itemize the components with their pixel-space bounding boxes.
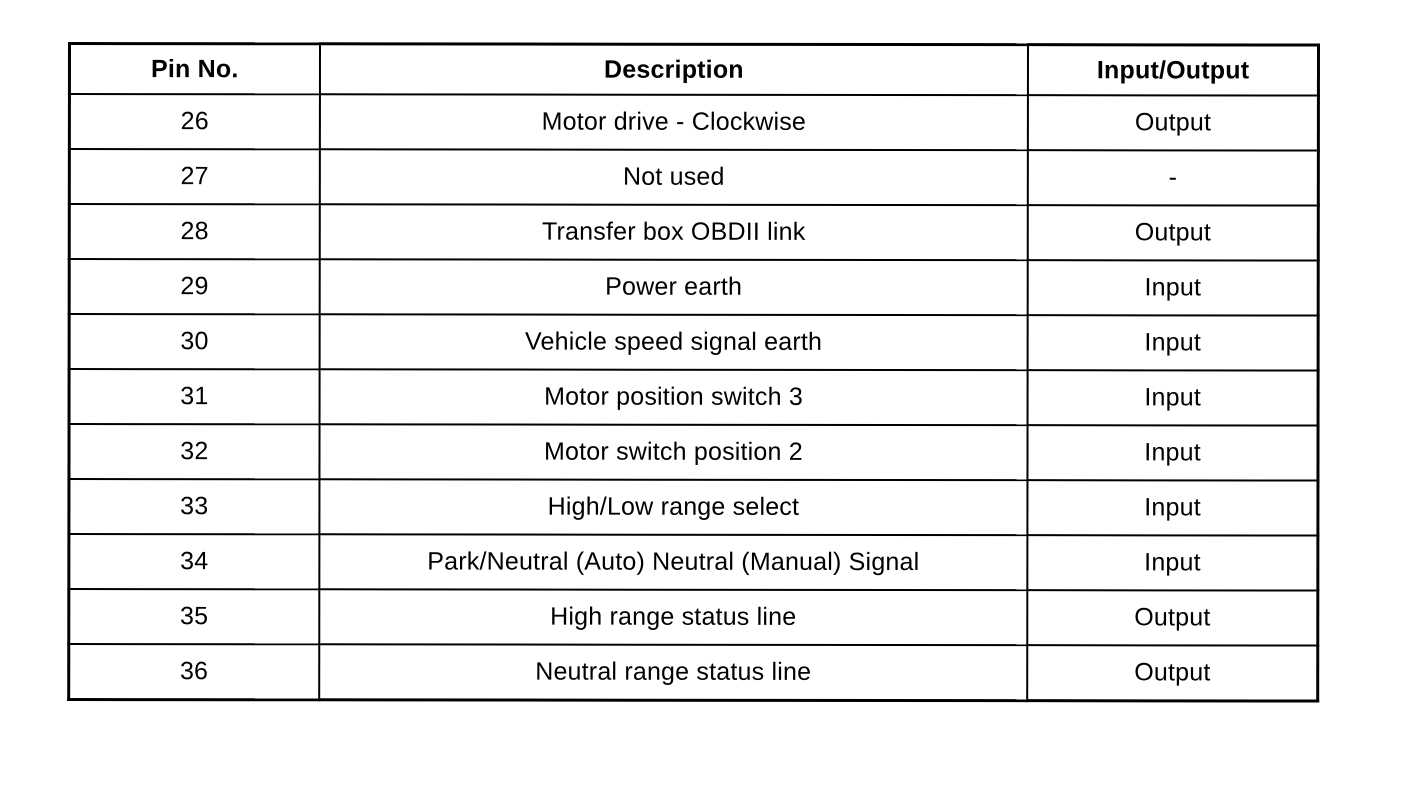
- description-cell: [319, 259, 1028, 315]
- header-io-label: Input/Output: [1096, 55, 1250, 84]
- pin-cell: [69, 644, 319, 700]
- table-row: [69, 149, 1318, 206]
- pin-cell: [69, 534, 319, 589]
- table-row: [69, 589, 1318, 646]
- io-cell: [1028, 260, 1318, 315]
- pin-description: High range status line: [550, 602, 797, 631]
- pin-table: [67, 42, 1320, 703]
- description-cell: [319, 314, 1028, 370]
- table-row: [69, 369, 1318, 426]
- pin-io: Input: [1144, 273, 1202, 302]
- pin-number: 31: [180, 382, 209, 411]
- pin-description: Power earth: [605, 272, 743, 301]
- pin-io: Output: [1134, 603, 1211, 632]
- pin-number: 29: [180, 272, 209, 301]
- pin-number: 35: [180, 602, 209, 631]
- table-row: [69, 424, 1318, 481]
- table-row: [69, 259, 1318, 316]
- pin-io: Output: [1134, 218, 1212, 247]
- table-row: [69, 94, 1318, 151]
- pin-description: Motor position switch 3: [544, 382, 803, 411]
- table-row: [69, 204, 1318, 261]
- header-io: [1028, 45, 1318, 96]
- pin-cell: [69, 94, 319, 149]
- io-cell: [1028, 590, 1318, 645]
- pin-description: Neutral range status line: [535, 657, 812, 686]
- pin-description: Motor switch position 2: [544, 437, 803, 466]
- description-cell: [319, 204, 1028, 260]
- io-cell: [1028, 480, 1318, 535]
- io-cell: [1028, 205, 1318, 260]
- description-cell: [319, 369, 1028, 425]
- pin-cell: [69, 314, 319, 369]
- pin-number: 30: [180, 327, 209, 356]
- io-cell: [1028, 425, 1318, 480]
- pin-number: 34: [180, 547, 209, 576]
- description-cell: [319, 479, 1028, 535]
- pin-io: Input: [1144, 493, 1201, 522]
- io-cell: [1028, 150, 1318, 205]
- pin-cell: [69, 424, 319, 479]
- header-pin: [69, 44, 319, 95]
- description-cell: [319, 644, 1028, 700]
- pin-number: 32: [180, 437, 209, 466]
- pin-number: 36: [179, 657, 209, 686]
- table-body: [69, 94, 1319, 701]
- description-cell: [319, 589, 1028, 645]
- description-cell: [320, 94, 1029, 150]
- pin-description: Vehicle speed signal earth: [525, 327, 823, 356]
- pin-number: 33: [180, 492, 209, 521]
- header-description: [320, 44, 1029, 95]
- table-row: [69, 479, 1318, 536]
- io-cell: [1028, 535, 1318, 590]
- pin-io: Input: [1144, 383, 1202, 412]
- pin-description: High/Low range select: [547, 492, 800, 521]
- pin-cell: [69, 369, 319, 424]
- pin-cell: [69, 479, 319, 534]
- pin-cell: [69, 259, 319, 314]
- description-cell: [319, 424, 1028, 480]
- header-pin-label: Pin No.: [151, 54, 239, 83]
- pin-io: -: [1168, 163, 1178, 192]
- pin-number: 27: [180, 162, 209, 191]
- table-header: [69, 44, 1318, 96]
- pin-number: 26: [180, 107, 209, 136]
- pin-io: Output: [1134, 108, 1212, 137]
- pin-io: Input: [1144, 438, 1201, 467]
- table-row: [69, 534, 1318, 591]
- pin-cell: [69, 589, 319, 644]
- pin-io: Output: [1134, 658, 1211, 687]
- pin-description: Motor drive - Clockwise: [541, 107, 807, 136]
- io-cell: [1028, 315, 1318, 370]
- table-row: [69, 314, 1318, 371]
- pin-cell: [69, 149, 319, 204]
- io-cell: [1028, 95, 1318, 150]
- pin-cell: [69, 204, 319, 259]
- pin-io: Input: [1144, 328, 1202, 357]
- description-cell: [319, 149, 1028, 205]
- description-cell: [319, 534, 1028, 590]
- header-row: [69, 44, 1318, 96]
- io-cell: [1028, 370, 1318, 425]
- table-row: [69, 644, 1318, 701]
- pin-description: Park/Neutral (Auto) Neutral (Manual) Signal: [427, 547, 920, 577]
- pin-number: 28: [180, 217, 209, 246]
- pin-io: Input: [1144, 548, 1201, 577]
- pin-description: Not used: [622, 162, 725, 191]
- io-cell: [1027, 645, 1317, 701]
- header-description-label: Description: [604, 55, 744, 84]
- pin-description: Transfer box OBDII link: [541, 217, 806, 246]
